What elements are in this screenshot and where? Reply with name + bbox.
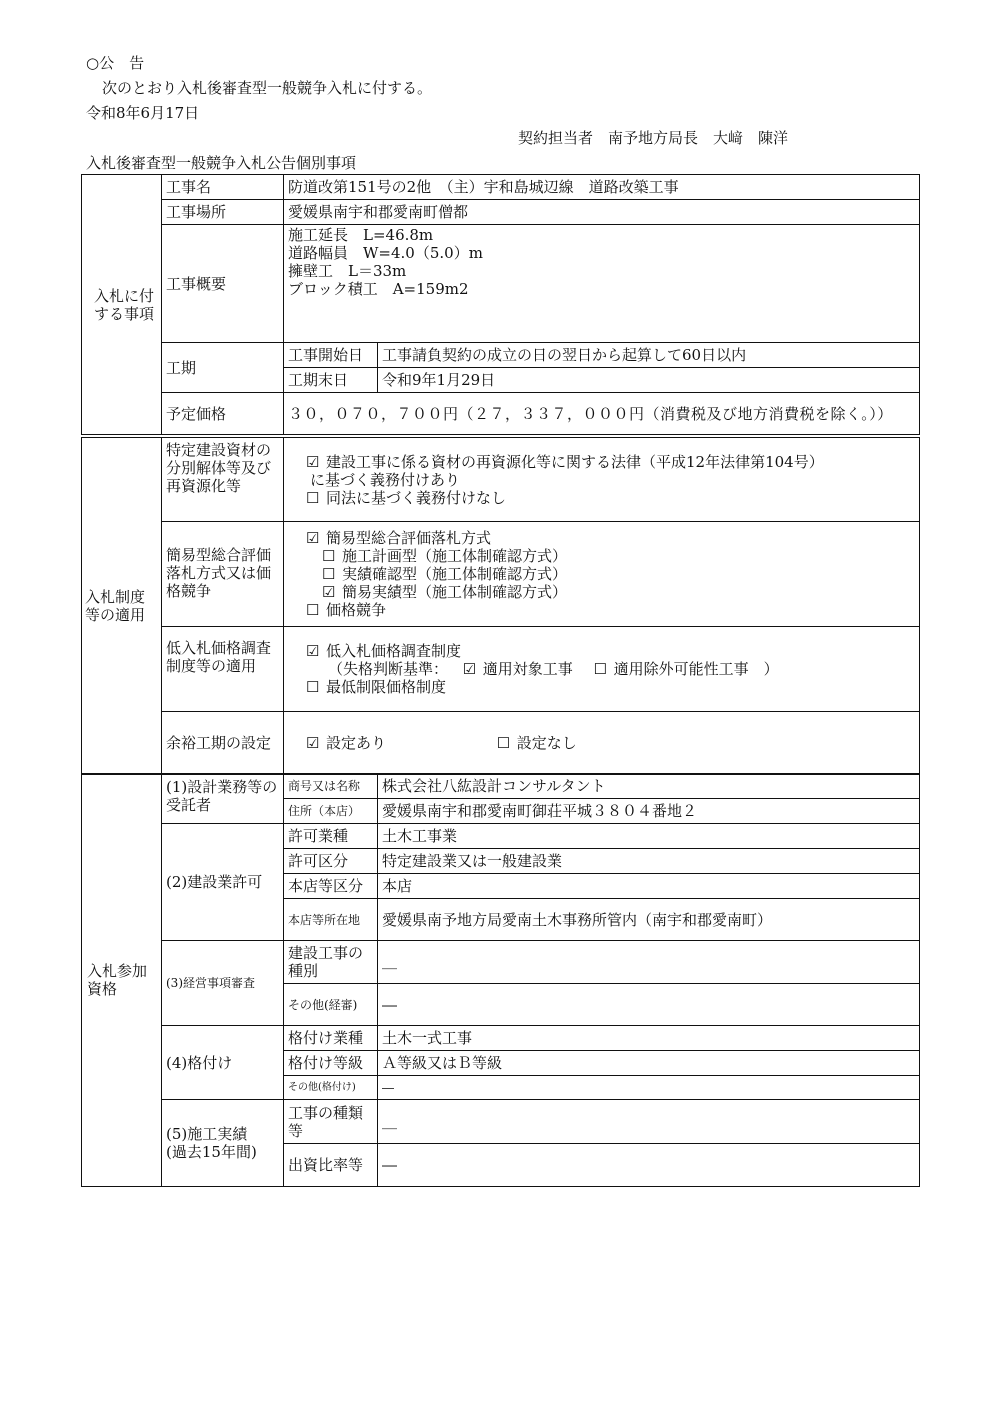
bid-system-table	[81, 437, 920, 775]
spare-period-options	[284, 712, 920, 775]
license-type-label: 許可業種	[284, 824, 378, 849]
office-class-value: 本店	[378, 874, 920, 899]
section-title: 入札後審査型一般競争入札公告個別事項	[86, 154, 357, 172]
outline-line: 道路幅員 W=4.0（5.0）m	[288, 244, 483, 262]
spare-opt1-checkbox[interactable]: ☑	[306, 734, 320, 752]
rank-other-label: その他(格付け)	[284, 1076, 378, 1100]
recycle-opt1-label: 建設工事に係る資材の再資源化等に関する法律（平成12年法律第104号）	[326, 452, 824, 471]
recycle-opt2-checkbox[interactable]: ☐	[306, 488, 320, 507]
spare-opt2-checkbox[interactable]: ☐	[496, 734, 511, 752]
bid-qualification-table	[81, 773, 920, 1187]
low-criteria-opt2-checkbox[interactable]: ☐	[593, 660, 608, 678]
period-label: 工期	[162, 343, 284, 393]
sec2-label: 入札制度等の適用	[82, 438, 162, 775]
eval-price-checkbox[interactable]: ☐	[306, 601, 320, 619]
design-label: (1)設計業務等の受託者	[162, 774, 284, 824]
review-other-label: その他(経審)	[284, 984, 378, 1026]
eval-sub3-label: 簡易実績型（施工体制確認方式）	[342, 583, 568, 601]
eval-sub3-checkbox[interactable]: ☑	[322, 583, 336, 601]
record-type-value: ＿	[378, 1100, 920, 1144]
notice-date: 令和8年6月17日	[86, 104, 200, 122]
design-name-label: 商号又は名称	[284, 774, 378, 799]
rank-other-value: ―	[378, 1076, 920, 1100]
low-criteria-opt1-checkbox[interactable]: ☑	[462, 660, 477, 678]
work-outline-value	[284, 225, 920, 343]
rank-type-label: 格付け業種	[284, 1026, 378, 1051]
outline-line: 擁壁工 L＝33m	[288, 262, 407, 280]
review-type-label: 建設工事の種別	[284, 941, 378, 984]
rank-grade-label: 格付け等級	[284, 1051, 378, 1076]
low-opt1-checkbox[interactable]: ☑	[306, 642, 320, 660]
notice-heading: ○公 告	[86, 54, 145, 72]
record-ratio-value: ―	[378, 1144, 920, 1187]
start-date-value: 工事請負契約の成立の日の翌日から起算して60日以内	[378, 343, 920, 368]
rank-type-value: 土木一式工事	[378, 1026, 920, 1051]
eval-sub1-checkbox[interactable]: ☐	[322, 547, 336, 565]
rank-label: (4)格付け	[162, 1026, 284, 1100]
design-name-value: 株式会社八紘設計コンサルタント	[378, 774, 920, 799]
recycle-opt2-label: 同法に基づく義務付けなし	[326, 488, 507, 507]
design-address-label: 住所（本店）	[284, 799, 378, 824]
low-criteria-opt2-label: 適用除外可能性工事 ）	[613, 660, 779, 678]
price-label: 予定価格	[162, 393, 284, 435]
notice-intro: 次のとおり入札後審査型一般競争入札に付する。	[102, 79, 433, 97]
recycle-opt1-checkbox[interactable]: ☑	[306, 452, 320, 471]
eval-main-label: 簡易型総合評価落札方式	[326, 529, 492, 547]
eval-main-checkbox[interactable]: ☑	[306, 529, 320, 547]
work-outline-label: 工事概要	[162, 225, 284, 343]
spare-opt1-label: 設定あり	[326, 734, 387, 752]
record-label-line1: (5)施工実績	[166, 1125, 248, 1143]
eval-price-label: 価格競争	[326, 601, 387, 619]
spare-period-label: 余裕工期の設定	[162, 712, 284, 775]
license-type-value: 土木工事業	[378, 824, 920, 849]
rank-grade-value: Ａ等級又はＢ等級	[378, 1051, 920, 1076]
spare-opt2-label: 設定なし	[516, 734, 577, 752]
eval-sub1-label: 施工計画型（施工体制確認方式）	[342, 547, 568, 565]
recycle-label: 特定建設資材の分別解体等及び再資源化等	[162, 438, 284, 522]
outline-line: ブロック積工 A=159m2	[288, 280, 469, 298]
record-type-label: 工事の種類等	[284, 1100, 378, 1144]
office-class-label: 本店等区分	[284, 874, 378, 899]
recycle-opt1-label-cont: に基づく義務付けあり	[310, 470, 461, 489]
eval-options	[284, 522, 920, 627]
work-place-label: 工事場所	[162, 200, 284, 225]
work-place-value: 愛媛県南宇和郡愛南町僧都	[284, 200, 920, 225]
work-name-label: 工事名	[162, 175, 284, 200]
outline-line: 施工延長 L=46.8m	[288, 226, 434, 244]
price-value: ３０，０７０，７００円（２７，３３７，０００円（消費税及び地方消費税を除く。））	[284, 393, 920, 435]
bid-items-table	[81, 174, 920, 435]
office-location-value: 愛媛県南予地方局愛南土木事務所管内（南宇和郡愛南町）	[378, 899, 920, 941]
work-name-value: 防道改第151号の2他 （主）宇和島城辺線 道路改築工事	[284, 175, 920, 200]
low-criteria-prefix: （失格判断基準：	[328, 660, 449, 678]
low-opt2-checkbox[interactable]: ☐	[306, 678, 320, 696]
design-address-value: 愛媛県南宇和郡愛南町御荘平城３８０４番地２	[378, 799, 920, 824]
license-class-value: 特定建設業又は一般建設業	[378, 849, 920, 874]
low-bid-label: 低入札価格調査制度等の適用	[162, 627, 284, 712]
low-criteria-opt1-label: 適用対象工事	[482, 660, 573, 678]
end-date-label: 工期末日	[284, 368, 378, 393]
license-class-label: 許可区分	[284, 849, 378, 874]
review-other-value: ―	[378, 984, 920, 1026]
end-date-value: 令和9年1月29日	[378, 368, 920, 393]
review-type-value: ＿	[378, 941, 920, 984]
review-label: (3)経営事項審査	[162, 941, 284, 1026]
low-bid-options	[284, 627, 920, 712]
record-label-line2: (過去15年間)	[166, 1143, 257, 1161]
sec3-label: 入札参加資格	[82, 774, 162, 1187]
recycle-options	[284, 438, 920, 522]
license-label: (2)建設業許可	[162, 824, 284, 941]
contract-officer: 契約担当者 南予地方局長 大﨑 陳洋	[518, 129, 789, 147]
low-opt2-label: 最低制限価格制度	[326, 678, 447, 696]
low-opt1-label: 低入札価格調査制度	[326, 642, 462, 660]
eval-sub2-checkbox[interactable]: ☐	[322, 565, 336, 583]
sec1-label: 入札に付する事項	[82, 175, 162, 435]
eval-sub2-label: 実績確認型（施工体制確認方式）	[342, 565, 568, 583]
record-ratio-label: 出資比率等	[284, 1144, 378, 1187]
office-location-label: 本店等所在地	[284, 899, 378, 941]
start-date-label: 工事開始日	[284, 343, 378, 368]
eval-label: 簡易型総合評価落札方式又は価格競争	[162, 522, 284, 627]
record-label	[162, 1100, 284, 1187]
